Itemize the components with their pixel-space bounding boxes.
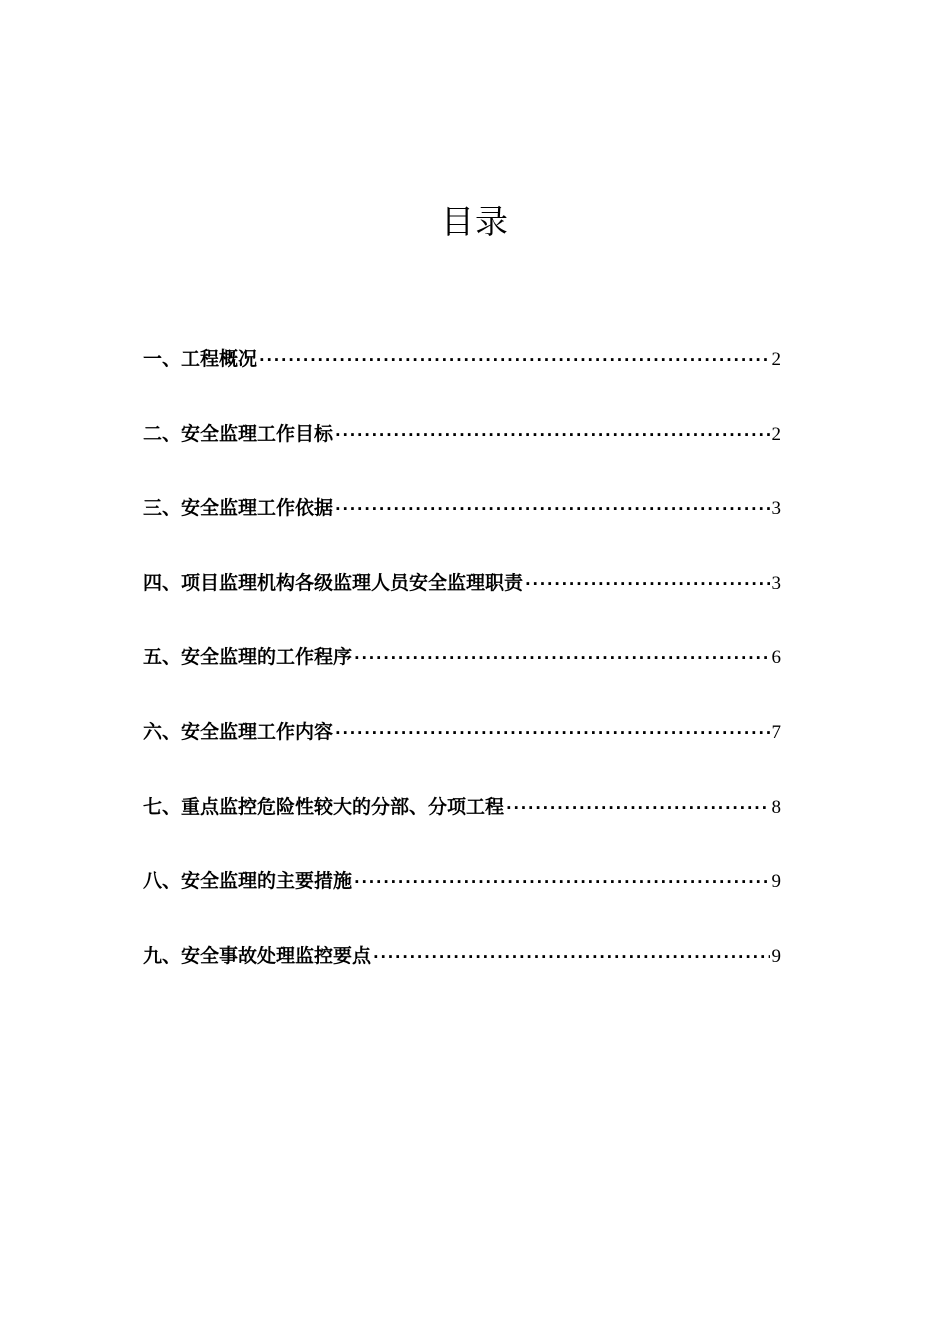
toc-entry-page: 9 xyxy=(771,871,781,893)
toc-entry[interactable] xyxy=(143,788,781,863)
toc-entry-label: 八、安全监理的主要措施 xyxy=(143,870,353,893)
toc-entry-label: 三、安全监理工作依据 xyxy=(143,497,334,520)
toc-dot-leader xyxy=(335,490,769,528)
toc-entry-label: 七、重点监控危险性较大的分部、分项工程 xyxy=(143,795,505,818)
toc-entry-label: 六、安全监理工作内容 xyxy=(143,720,334,743)
toc-entry-label: 一、工程概况 xyxy=(143,348,258,370)
toc-entry-label: 二、安全监理工作目标 xyxy=(143,422,334,445)
toc-entry[interactable] xyxy=(143,713,781,788)
toc-entry-page: 3 xyxy=(771,572,781,594)
toc-entry-page: 3 xyxy=(771,498,781,520)
toc-dot-leader xyxy=(259,341,769,379)
toc-entry[interactable] xyxy=(143,638,781,713)
toc-entry[interactable] xyxy=(143,937,781,1012)
toc-dot-leader xyxy=(335,714,769,752)
toc-entry[interactable] xyxy=(143,489,781,564)
toc-entry-page: 7 xyxy=(771,721,781,743)
toc-entry-page: 6 xyxy=(771,647,781,669)
toc-entry-page: 2 xyxy=(771,423,781,445)
toc-dot-leader xyxy=(354,639,769,677)
toc-dot-leader xyxy=(373,938,769,976)
toc-entry[interactable] xyxy=(143,340,781,415)
toc-entry-label: 四、项目监理机构各级监理人员安全监理职责 xyxy=(143,571,524,594)
toc-entry-page: 2 xyxy=(771,349,781,370)
toc-dot-leader xyxy=(506,789,769,827)
toc-title: 目录 xyxy=(441,202,509,241)
toc-dot-leader xyxy=(525,565,769,603)
toc-entry[interactable] xyxy=(143,564,781,639)
toc-entry-page: 8 xyxy=(771,796,781,818)
toc-entry-label: 五、安全监理的工作程序 xyxy=(143,646,353,669)
toc-entry-label: 九、安全事故处理监控要点 xyxy=(143,944,372,967)
table-of-contents xyxy=(143,340,781,1011)
toc-entry[interactable] xyxy=(143,415,781,490)
toc-entry-page: 9 xyxy=(771,945,781,967)
toc-dot-leader xyxy=(335,416,769,454)
toc-entry[interactable] xyxy=(143,862,781,937)
toc-dot-leader xyxy=(354,863,769,901)
